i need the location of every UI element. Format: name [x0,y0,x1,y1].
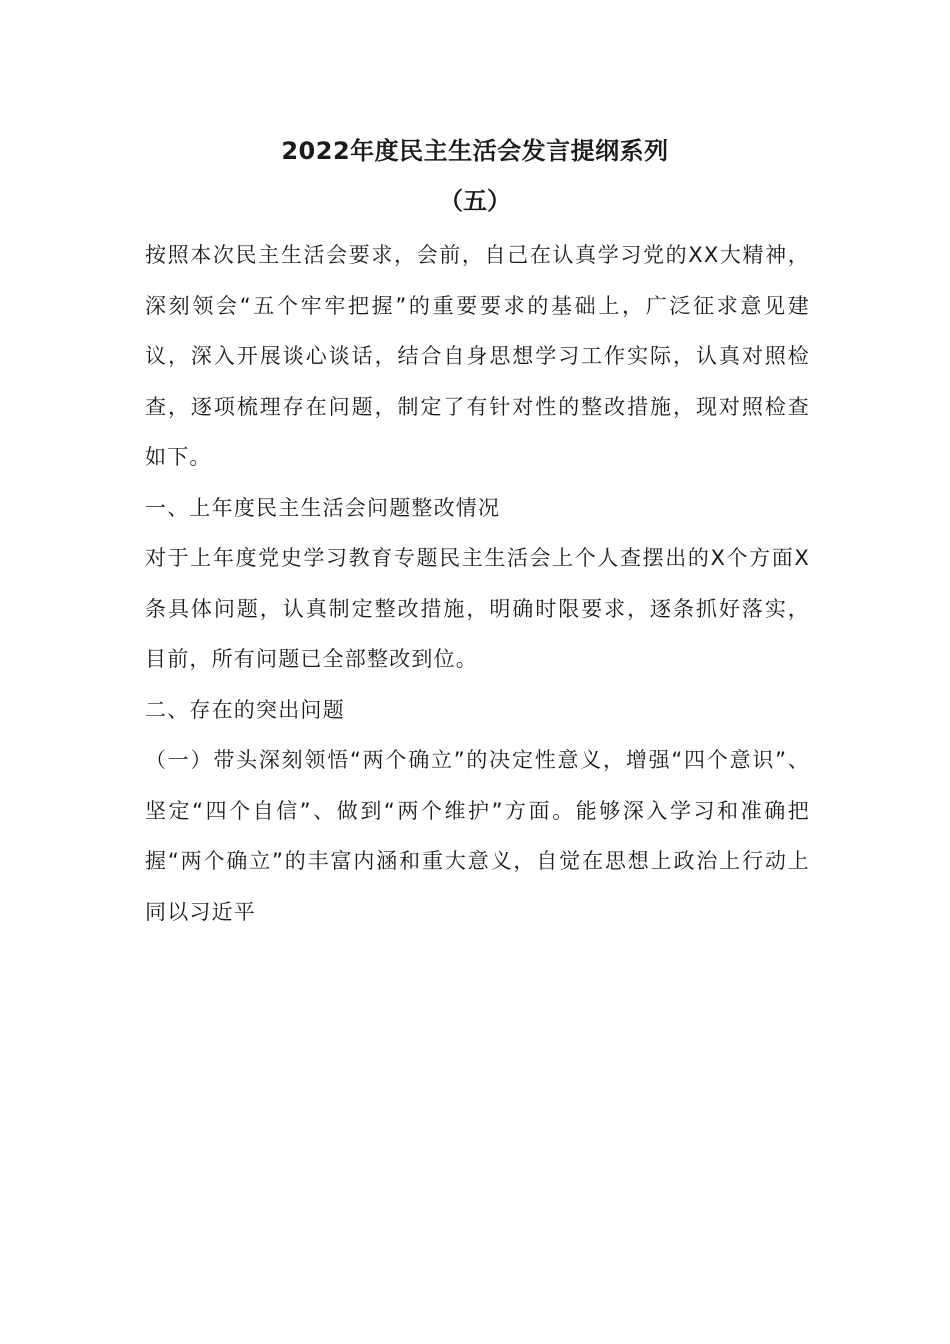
section-1-heading: 一、上年度民主生活会问题整改情况 [145,495,501,520]
section-2-item-1-paragraph: （一）带头深刻领悟“两个确立”的决定性意义，增强“四个意识”、坚定“四个自信”、做到“两个维护”方面。能够深入学习和准确把握“两个确立”的丰富内涵和重大意义，自觉在思想上政治上行动上同以习近平 [145,748,810,924]
intro-paragraph: 按照本次民主生活会要求，会前，自己在认真学习党的XX大精神，深刻领会“五个牢牢把握”的重要要求的基础上，广泛征求意见建议，深入开展谈心谈话，结合自身思想学习工作实际，认真对照检查，逐项梳理存在问题，制定了有针对性的整改措施，现对照检查如下。 [145,243,810,469]
section-1-paragraph: 对于上年度党史学习教育专题民主生活会上个人查摆出的X个方面X条具体问题，认真制定整改措施，明确时限要求，逐条抓好落实，目前，所有问题已全部整改到位。 [145,546,810,671]
section-2-heading: 二、存在的突出问题 [145,697,345,722]
document-title: 2022年度民主生活会发言提纲系列 [281,137,669,165]
document-body [145,230,810,937]
document-subtitle: （五） [439,187,511,215]
